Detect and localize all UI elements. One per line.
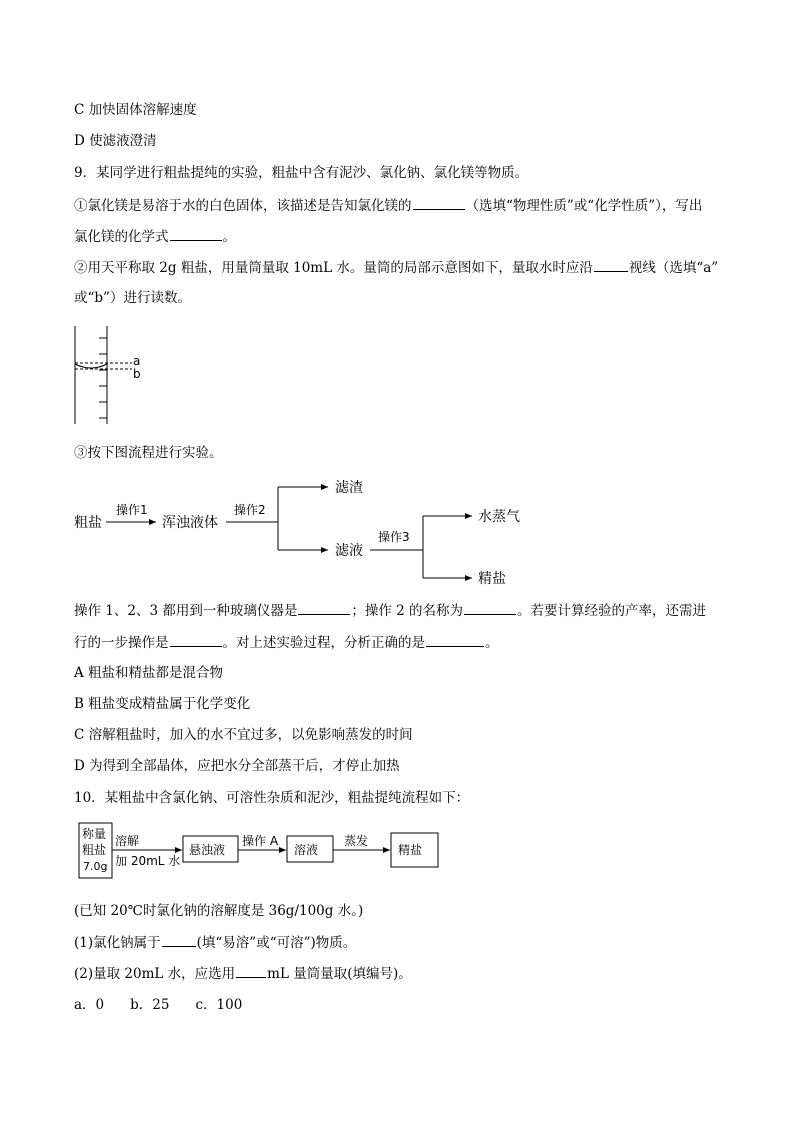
q9-part3: ③按下图流程进行实验。 [74, 445, 223, 461]
answer-blank[interactable] [236, 964, 266, 978]
q10-flowchart [76, 820, 446, 882]
q10-part2: (2)量取 20mL 水，应选用 mL 量筒量取(填编号)。 [74, 966, 412, 982]
flow-filtrate: 滤液 [335, 543, 363, 559]
label-b: b [133, 367, 141, 381]
flow-fine-salt: 精盐 [478, 571, 506, 587]
flow-start: 粗盐 [74, 515, 102, 531]
answer-blank[interactable] [594, 258, 628, 272]
flow2-add-water: 加 20mL 水 [115, 854, 181, 868]
q10-option-a: a．0 [74, 997, 105, 1013]
q9-part2-line1: ②用天平称取 2g 粗盐，用量筒量取 10mL 水。量筒的局部示意图如下，量取水时应沿 视线（选填“a” [74, 260, 719, 276]
flow-mid: 浑浊液体 [162, 515, 218, 531]
box-fine-salt-label: 精盐 [398, 843, 423, 857]
flow-op1: 操作1 [116, 503, 148, 517]
q9-part2-line2: 或“b”）进行读数。 [74, 290, 191, 306]
cylinder-diagram [70, 322, 150, 430]
flow-residue: 滤渣 [335, 480, 363, 496]
q10-part1: (1)氯化钠属于 (填“易溶”或“可溶”)物质。 [74, 935, 357, 951]
q10-stem: 10．某粗盐中含氯化钠、可溶性杂质和泥沙，粗盐提纯流程如下： [74, 790, 470, 806]
box-weigh-line1: 称量 [82, 827, 107, 841]
q9-stem: 9．某同学进行粗盐提纯的实验，粗盐中含有泥沙、氯化钠、氯化镁等物质。 [74, 165, 529, 181]
flow2-evaporate: 蒸发 [344, 834, 369, 848]
meniscus [75, 364, 107, 368]
box-suspension-label: 悬浊液 [189, 843, 226, 857]
q9-part4-line1: 操作 1、2、3 都用到一种玻璃仪器是 ；操作 2 的名称为 。若要计算经验的产率，还需进 [74, 603, 707, 619]
q9-flowchart [70, 470, 540, 592]
flow-op2: 操作2 [234, 503, 266, 517]
answer-blank[interactable] [464, 601, 516, 615]
answer-blank[interactable] [413, 196, 465, 210]
q9-option-b: B 粗盐变成精盐属于化学变化 [74, 696, 251, 712]
box-solution-label: 溶液 [294, 843, 319, 857]
q9-part1-line1: ①氯化镁是易溶于水的白色固体，该描述是告知氯化镁的 （选填“物理性质”或“化学性质”），写出 [74, 198, 703, 214]
answer-blank[interactable] [170, 633, 222, 647]
q9-option-a: A 粗盐和精盐都是混合物 [74, 665, 224, 681]
flow2-op-a: 操作 A [242, 834, 279, 848]
q8-option-c: C 加快固体溶解速度 [74, 102, 197, 118]
q10-options [74, 996, 268, 1014]
q10-option-b: b．25 [130, 997, 170, 1013]
box-weigh-line2: 粗盐 [82, 843, 107, 857]
q9-option-c: C 溶解粗盐时，加入的水不宜过多，以免影响蒸发的时间 [74, 727, 413, 743]
box-weigh-line3: 7.0g [83, 860, 108, 873]
answer-blank[interactable] [170, 227, 222, 241]
flow-vapor: 水蒸气 [478, 509, 520, 525]
answer-blank[interactable] [298, 601, 350, 615]
q9-part4-line2: 行的一步操作是 。对上述实验过程，分析正确的是 。 [74, 635, 499, 651]
q9-option-d: D 为得到全部晶体，应把水分全部蒸干后，才停止加热 [74, 758, 400, 774]
q10-note: (已知 20℃时氯化钠的溶解度是 36g/100g 水。) [74, 903, 364, 919]
answer-blank[interactable] [426, 633, 484, 647]
q9-part1-line2: 氯化镁的化学式 。 [74, 229, 236, 245]
q10-option-c: c．100 [195, 997, 243, 1013]
answer-blank[interactable] [162, 933, 196, 947]
q8-option-d: D 使滤液澄清 [74, 133, 157, 149]
flow2-dissolve: 溶解 [115, 834, 140, 848]
label-a: a [133, 354, 141, 368]
flow-op3: 操作3 [378, 530, 410, 544]
